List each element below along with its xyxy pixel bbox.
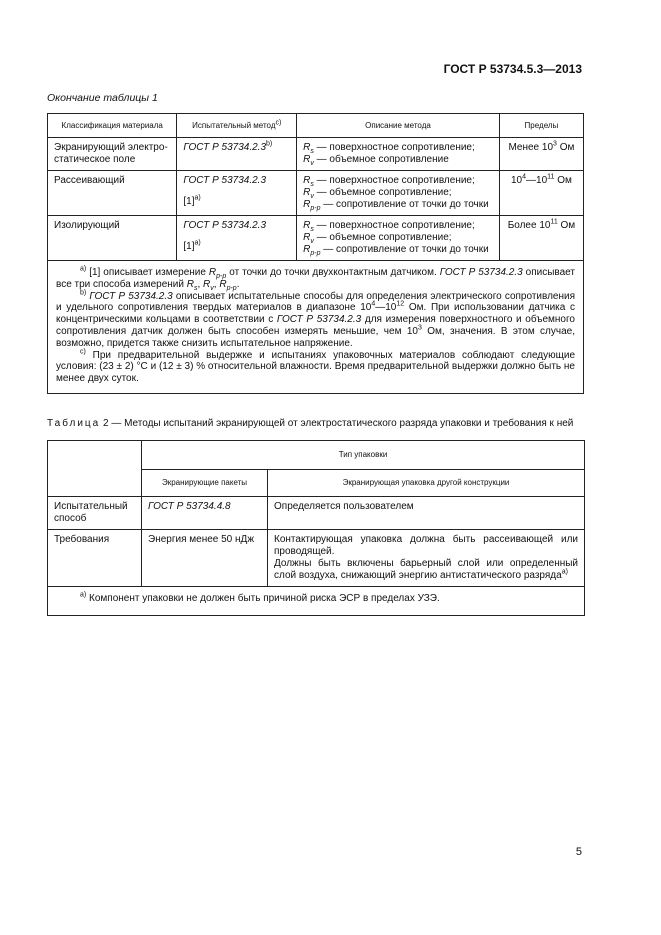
column-header: [499, 114, 583, 138]
standard-ref: ГОСТ Р 53734.2.3: [183, 220, 267, 231]
group-header: Тип упаковки: [142, 441, 585, 470]
method-cell: [177, 171, 297, 216]
description-cell: [297, 216, 500, 261]
column-header: Экранирующая упаковка другой конструкции: [268, 470, 585, 497]
symbol: R: [303, 187, 311, 198]
symbol: R: [203, 278, 211, 290]
table-row: [48, 171, 584, 216]
column-header-text: Классификация материала: [61, 120, 163, 130]
table1-footnotes-row: [48, 261, 584, 394]
caption-text: 2 — Методы испытаний экранирующей от электростатического разряда упаковки и требования к ней: [100, 418, 574, 429]
footnote-b: [56, 291, 575, 350]
footnote-mark: a): [80, 591, 87, 599]
caption-label: Таблица: [47, 418, 101, 429]
limit-text: Более 10: [507, 220, 551, 231]
footnote-mark: a): [561, 568, 568, 576]
exponent: 4: [522, 173, 527, 181]
table-row: [48, 497, 585, 530]
footnote-text: При предварительной выдержке и испытаниях упаковочных материалов соблюдают следующие условия: (23 ± 2) °С и (12 ± 3) % относительной влажности. Время предварительной выдержки должно быть не менее двух суток.: [56, 349, 575, 385]
footnote-mark: a): [194, 239, 201, 247]
requirement-text: Контактирующая упаковка должна быть рассеивающей или проводящей.: [274, 534, 579, 557]
document-code: ГОСТ Р 53734.5.3—2013: [443, 62, 582, 76]
footnote-text: Ом. При использовании датчика с концентрическими кольцами в соответствии с: [56, 302, 576, 326]
description-text: — поверхностное сопротивление;: [313, 142, 475, 153]
symbol-sub: s: [310, 148, 314, 155]
standard-ref: ГОСТ Р 53734.2.3: [439, 267, 523, 278]
method-cell: [177, 216, 297, 261]
table2-group-header-row: [48, 441, 585, 470]
column-header-text: Описание метода: [365, 120, 431, 130]
table-row: [48, 216, 584, 261]
footnote-text: описывает испытательные способы для определения электрического сопротивления и удельного сопротивления твердых материалов в диапазоне 10: [56, 290, 575, 314]
description-text: — сопротивление от точки до точки: [320, 199, 489, 210]
row-label: Испытательный способ: [48, 497, 142, 530]
symbol: R: [208, 267, 217, 278]
footnote-text: Ом, значения. В этом случае, возможно, придется также снизить испытательное напряжение.: [56, 325, 576, 349]
description-line: [303, 244, 493, 256]
description-cell: [297, 171, 500, 216]
table2-footnote-row: [48, 587, 585, 616]
method-cell: [177, 138, 297, 171]
ref-text: [1]: [183, 241, 195, 252]
limit-text: 10: [510, 175, 523, 186]
exponent: 3: [553, 140, 557, 148]
footnote-mark: a): [194, 194, 201, 202]
description-text: — объемное сопротивление: [313, 154, 449, 165]
unit: Ом: [557, 220, 576, 231]
symbol-sub: s: [193, 284, 198, 292]
column-header: [297, 114, 500, 138]
column-header: [177, 114, 297, 138]
reference: [183, 241, 290, 253]
exponent: 4: [371, 301, 376, 309]
footnote-mark: c): [80, 348, 86, 356]
reference: [183, 196, 290, 208]
symbol: R: [303, 220, 311, 231]
table2-caption: [47, 418, 573, 429]
column-header: [48, 114, 177, 138]
table-row: [48, 530, 585, 587]
ref-text: [1]: [183, 196, 195, 207]
other-cell: Определяется пользователем: [268, 497, 585, 530]
requirement-text-2: [274, 558, 578, 582]
footnote-c: [56, 350, 575, 385]
footnote-text: описывает все три способа измерений: [56, 267, 575, 290]
requirement-text: Должны быть включены барьерный слой или определенный слой воздуха, снижающий энергию антистатического разряда: [274, 558, 579, 581]
description-text: — объемное сопротивление;: [313, 187, 452, 198]
description-text: — поверхностное сопротивление;: [313, 175, 475, 186]
unit: Ом: [554, 175, 572, 186]
footnote-mark: a): [80, 265, 87, 273]
symbol: R: [219, 278, 227, 290]
other-cell: [268, 530, 585, 587]
footnote-a: [56, 593, 576, 605]
classification-cell: Изолирующий: [48, 216, 177, 261]
column-header: Экранирующие пакеты: [142, 470, 268, 497]
footnote-text: Компонент упаковки не должен быть причиной риска ЭСР в пределах УЗЭ.: [86, 593, 440, 604]
description-text: — поверхностное сопротивление;: [313, 220, 475, 231]
description-text: — сопротивление от точки до точки: [320, 244, 489, 255]
footnote-text: [1] описывает измерение: [86, 267, 209, 278]
symbol-sub: v: [210, 284, 214, 292]
unit: Ом: [556, 142, 575, 153]
footnote-mark: b): [80, 289, 87, 297]
table1-header-row: [48, 114, 584, 138]
description-line: [303, 175, 493, 187]
footnote-a: $^{a)}$ [1] описывает измерение $R_{p-p}$ от точки до точки двухконтактным датчиком. ГОСТ Р 53734.2.3 описывает все три способа измерений $R_s$, $R_v$, $R_{p-p}$.: [56, 265, 575, 292]
footnote-text: для измерения поверхностного и объемного сопротивления датчик должен быть способен измерять меньшие, чем 10: [56, 314, 575, 337]
symbol: R: [186, 278, 194, 290]
description-line: [303, 154, 493, 166]
symbol-sub: s: [310, 181, 314, 188]
symbol-sub: s: [310, 226, 314, 233]
symbol-sub: p-p: [310, 205, 321, 212]
page-number: 5: [575, 846, 582, 858]
description-text: — объемное сопротивление;: [313, 232, 452, 243]
description-line: [303, 220, 493, 232]
row-label: Требования: [48, 530, 142, 587]
column-header-text: Пределы: [524, 120, 559, 130]
symbol: R: [303, 199, 311, 210]
symbol: R: [303, 154, 311, 165]
limit-text: Менее 10: [508, 142, 554, 153]
symbol-sub: p-p: [226, 284, 237, 292]
limit-cell: [499, 138, 583, 171]
footnote-text: —10: [375, 302, 397, 314]
symbol: R: [303, 142, 311, 153]
table2-footnote: [48, 587, 585, 616]
footnote-mark: c): [275, 118, 282, 126]
table-1: [47, 113, 584, 394]
table-row: [48, 138, 584, 171]
standard-ref: ГОСТ Р 53734.2.3: [183, 142, 267, 153]
table-2: [47, 440, 585, 616]
classification-cell: Рассеивающий: [48, 171, 177, 216]
bags-cell: ГОСТ Р 53734.4.8: [142, 497, 268, 530]
symbol-sub: v: [310, 238, 314, 245]
limit-text: —10: [526, 175, 548, 186]
exponent: 3: [417, 324, 422, 332]
classification-cell: Экранирующий электро-статическое поле: [48, 138, 177, 171]
symbol-sub: p-p: [310, 250, 321, 257]
description-line: [303, 142, 493, 154]
exponent: 11: [547, 173, 555, 181]
symbol-sub: v: [310, 160, 314, 167]
description-line: [303, 199, 493, 211]
table1-footnotes: [48, 261, 584, 394]
corner-cell: [48, 441, 142, 497]
symbol: R: [303, 232, 311, 243]
limit-cell: [499, 216, 583, 261]
standard-ref: ГОСТ Р 53734.2.3: [183, 175, 267, 186]
symbol-sub: p-p: [216, 273, 227, 280]
symbol: R: [303, 175, 311, 186]
standard-ref: ГОСТ Р 53734.2.3: [276, 314, 362, 326]
exponent: 12: [396, 301, 405, 309]
limit-cell: [499, 171, 583, 216]
description-cell: [297, 138, 500, 171]
symbol-sub: v: [310, 193, 314, 200]
table1-caption: Окончание таблицы 1: [47, 92, 158, 104]
description-line: [303, 232, 493, 244]
description-line: [303, 187, 493, 199]
symbol: R: [303, 244, 311, 255]
bags-cell: Энергия менее 50 нДж: [142, 530, 268, 587]
exponent: 11: [550, 218, 558, 226]
column-header-text: Испытательный метод: [192, 120, 276, 130]
footnote-text: от точки до точки двухконтактным датчиком.: [226, 267, 440, 278]
footnote-mark: b): [266, 140, 273, 148]
standard-ref: ГОСТ Р 53734.2.3: [89, 290, 173, 302]
